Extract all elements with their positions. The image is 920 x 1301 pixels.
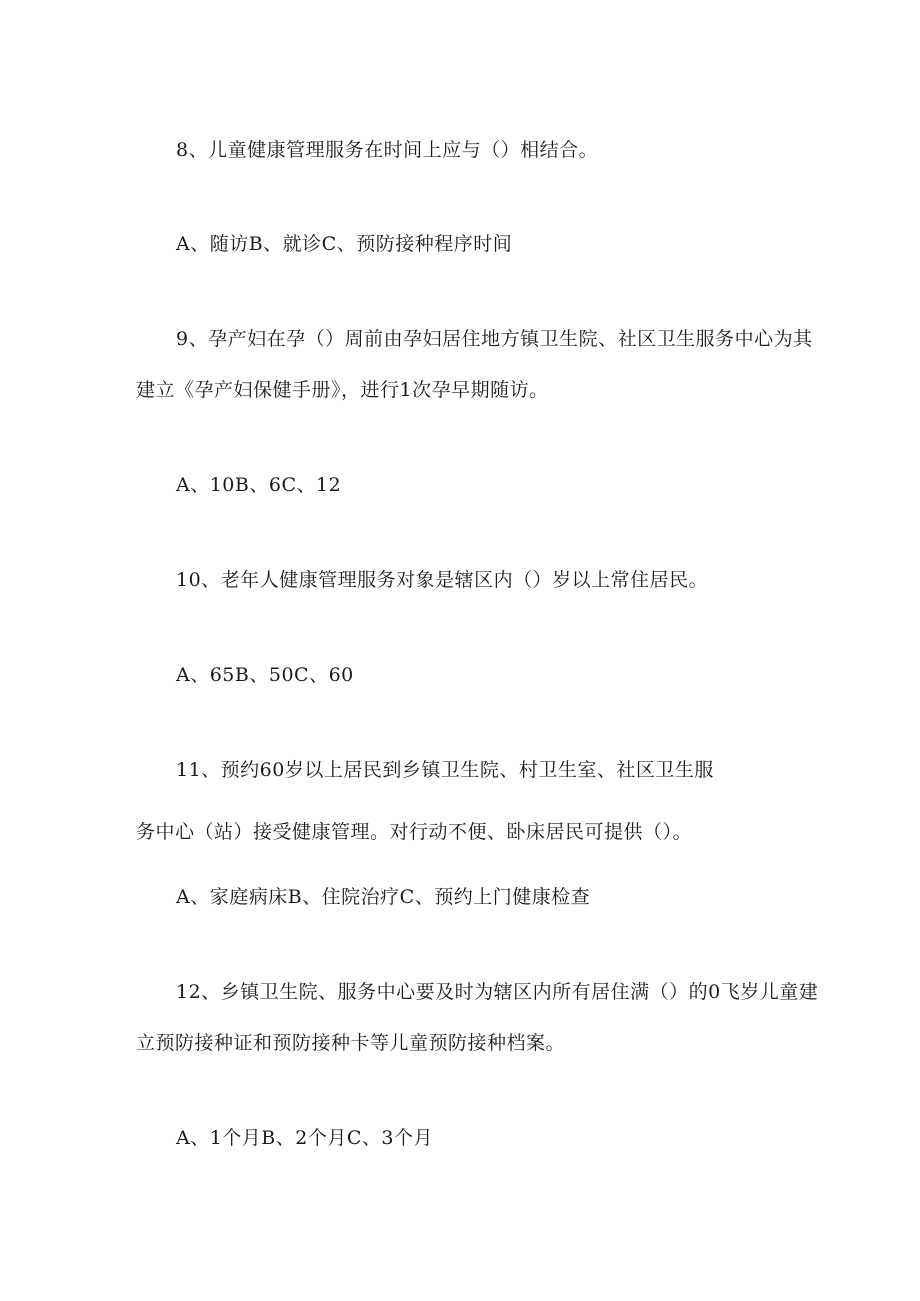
question-8-options: A、随访B、就诊C、预防接种程序时间 [176, 233, 513, 255]
question-11-options: A、家庭病床B、住院治疗C、预约上门健康检查 [176, 886, 591, 908]
question-9-options: A、10B、6C、12 [176, 474, 342, 496]
question-10-stem: 10、老年人健康管理服务对象是辖区内（）岁以上常住居民。 [176, 569, 709, 591]
question-12-stem-continued: 立预防接种证和预防接种卡等儿童预防接种档案。 [136, 1032, 566, 1054]
question-9-stem-continued: 建立《孕产妇保健手册》，进行1次孕早期随访。 [136, 379, 549, 401]
question-9-stem: 9、孕产妇在孕（）周前由孕妇居住地方镇卫生院、社区卫生服务中心为其 [176, 328, 813, 350]
question-11-stem: 11、预约60岁以上居民到乡镇卫生院、村卫生室、社区卫生服 [176, 759, 714, 781]
question-12-options: A、1个月B、2个月C、3个月 [176, 1127, 433, 1149]
question-10-options: A、65B、50C、60 [176, 664, 354, 686]
question-8-stem: 8、儿童健康管理服务在时间上应与（）相结合。 [176, 139, 599, 161]
question-11-stem-continued: 务中心（站）接受健康管理。对行动不便、卧床居民可提供（）。 [136, 821, 693, 843]
question-12-stem: 12、乡镇卫生院、服务中心要及时为辖区内所有居住满（）的0飞岁儿童建 [176, 981, 819, 1003]
